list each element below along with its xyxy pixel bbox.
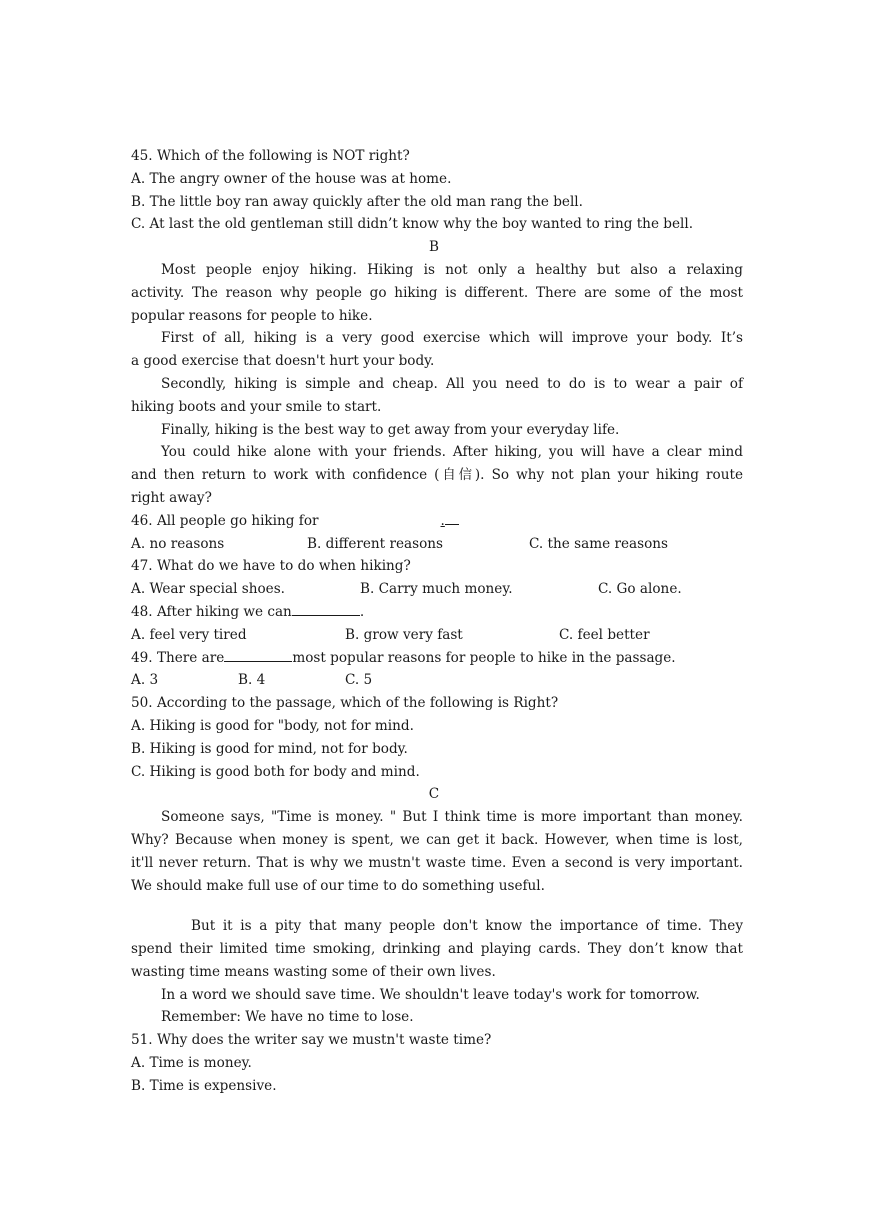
passage-c-p1-line4: We should make full use of our time to do something useful. xyxy=(131,877,545,894)
q46-stem: 46. All people go hiking for xyxy=(131,512,319,529)
q47-stem: 47. What do we have to do when hiking? xyxy=(131,558,411,575)
q49-stem-pre: 49. There are xyxy=(131,649,225,666)
passage-c-p3-line2: Remember: We have no time to lose. xyxy=(161,1009,414,1026)
q50-option-c: C. Hiking is good both for body and mind. xyxy=(131,763,420,780)
q50-stem: 50. According to the passage, which of the following is Right? xyxy=(131,695,559,712)
passage-b-p2-line2: a good exercise that doesn't hurt your body. xyxy=(131,353,435,370)
q51-option-b: B. Time is expensive. xyxy=(131,1077,277,1094)
q48-option-a: A. feel very tired xyxy=(131,626,247,643)
passage-b-p1-line2: activity. The reason why people go hiking is different. There are some of the most xyxy=(131,284,743,301)
passage-c-p2-line1: But it is a pity that many people don't know the importance of time. They xyxy=(191,918,743,935)
passage-c-p1-line1: Someone says, "Time is money. " But I think time is more important than money. xyxy=(161,809,743,826)
passage-c-p2-line3: wasting time means wasting some of their own lives. xyxy=(131,963,496,980)
passage-b-p5-line3: right away? xyxy=(131,489,212,506)
passage-b-p3-line1: Secondly, hiking is simple and cheap. All you need to do is to wear a pair of xyxy=(161,375,743,392)
passage-c-p3-line1: In a word we should save time. We shouldn't leave today's work for tomorrow. xyxy=(161,986,700,1003)
q48-options xyxy=(131,624,743,647)
passage-c-heading: C xyxy=(428,786,440,803)
passage-b-p5-line1: You could hike alone with your friends. After hiking, you will have a clear mind xyxy=(161,444,743,461)
q49-option-a: A. 3 xyxy=(131,672,159,689)
q48-stem: 48. After hiking we can xyxy=(131,603,292,620)
q46-option-b: B. different reasons xyxy=(307,535,444,552)
q48-option-b: B. grow very fast xyxy=(345,626,463,643)
worksheet-page xyxy=(131,145,743,1098)
q48-answer-blank xyxy=(292,601,360,616)
q47-option-c: C. Go alone. xyxy=(598,581,682,598)
q47-option-b: B. Carry much money. xyxy=(360,581,513,598)
q49-option-c: C. 5 xyxy=(345,672,373,689)
q48-stem-row xyxy=(131,601,743,624)
passage-c-p1-line3: it'll never return. That is why we mustn't waste time. Even a second is very important. xyxy=(131,854,743,871)
q45-option-c: C. At last the old gentleman still didn’t know why the boy wanted to ring the bell. xyxy=(131,216,694,233)
q46-blank-tail: . xyxy=(440,512,445,529)
q47-option-a: A. Wear special shoes. xyxy=(131,581,286,598)
passage-b-p2-line1: First of all, hiking is a very good exercise which will improve your body. It’s xyxy=(161,330,743,347)
q47-options xyxy=(131,578,743,601)
paragraph-gap xyxy=(131,897,743,915)
q49-answer-blank xyxy=(224,647,292,662)
q46-option-c: C. the same reasons xyxy=(529,535,669,552)
passage-b-p5-line2: and then return to work with confidence (自信). So why not plan your hiking route xyxy=(131,467,743,484)
passage-b-heading: B xyxy=(429,239,439,256)
q49-options xyxy=(131,669,743,692)
q48-option-c: C. feel better xyxy=(559,626,650,643)
q46-answer-blank xyxy=(445,510,459,525)
q49-stem-row xyxy=(131,647,743,670)
q49-stem-post: most popular reasons for people to hike in the passage. xyxy=(292,649,676,666)
passage-b-p4-line1: Finally, hiking is the best way to get away from your everyday life. xyxy=(161,421,620,438)
q46-stem-row xyxy=(131,510,743,533)
passage-c-p2-line2: spend their limited time smoking, drinking and playing cards. They don’t know that xyxy=(131,941,743,958)
q49-option-b: B. 4 xyxy=(238,672,266,689)
passage-b-p3-line2: hiking boots and your smile to start. xyxy=(131,398,382,415)
q46-options xyxy=(131,533,743,556)
q51-stem: 51. Why does the writer say we mustn't waste time? xyxy=(131,1032,492,1049)
q45-option-b: B. The little boy ran away quickly after the old man rang the bell. xyxy=(131,193,583,210)
passage-c-p1-line2: Why? Because when money is spent, we can get it back. However, when time is lost, xyxy=(131,831,743,848)
q50-option-b: B. Hiking is good for mind, not for body. xyxy=(131,740,408,757)
passage-b-p1-line3: popular reasons for people to hike. xyxy=(131,307,373,324)
q46-option-a: A. no reasons xyxy=(131,535,225,552)
q50-option-a: A. Hiking is good for "body, not for mind. xyxy=(131,717,414,734)
q51-option-a: A. Time is money. xyxy=(131,1055,252,1072)
q48-tail: . xyxy=(359,603,365,620)
q45-option-a: A. The angry owner of the house was at home. xyxy=(131,170,452,187)
q45-stem: 45. Which of the following is NOT right? xyxy=(131,148,410,164)
passage-b-p1-line1: Most people enjoy hiking. Hiking is not only a healthy but also a relaxing xyxy=(161,261,743,278)
